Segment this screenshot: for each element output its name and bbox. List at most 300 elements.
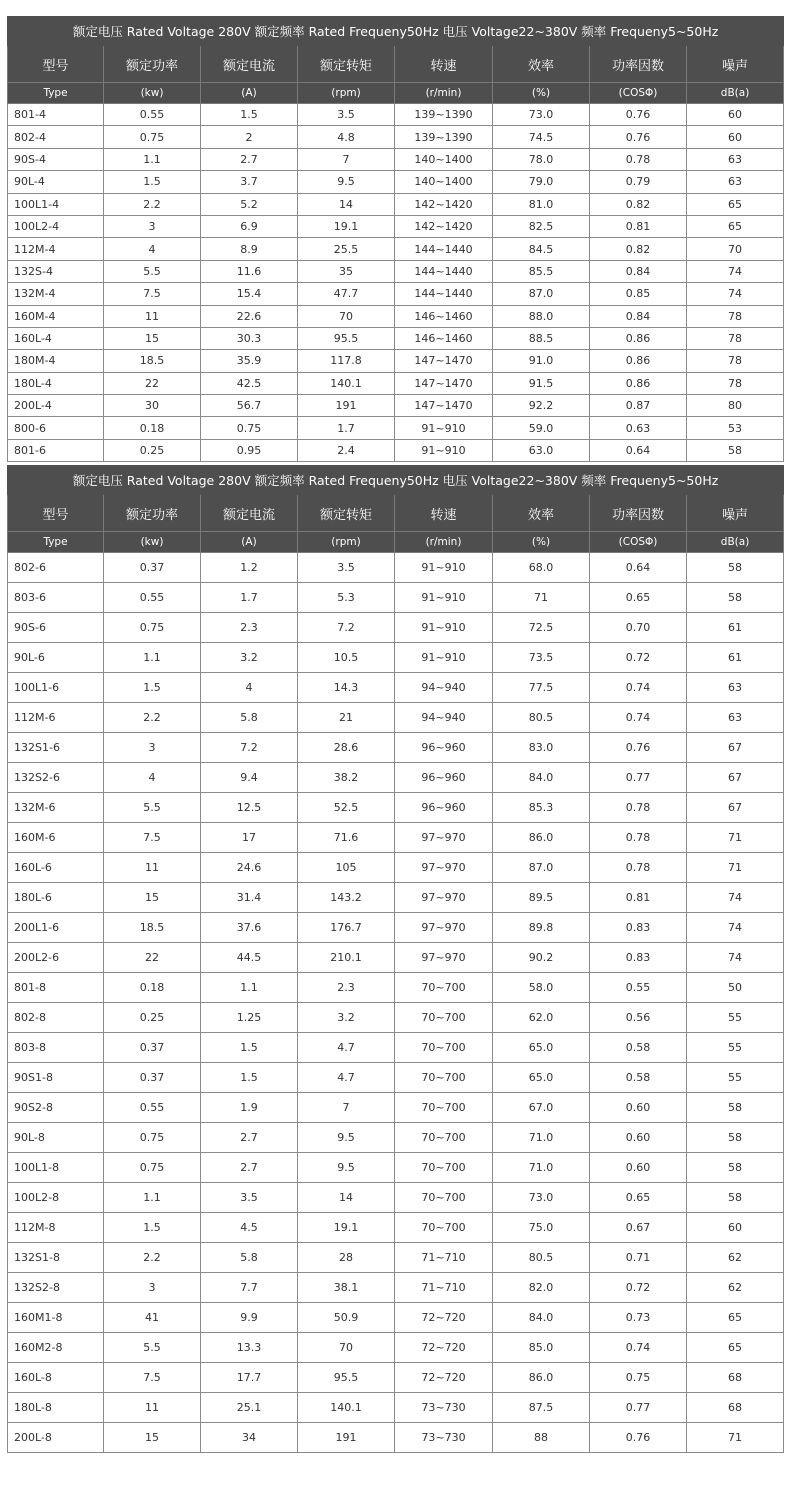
value-cell: 74 [687, 913, 784, 943]
column-header-en: (rpm) [298, 83, 395, 104]
model-cell: 160L-8 [8, 1363, 104, 1393]
value-cell: 77.5 [493, 673, 590, 703]
column-header-cn: 功率因数 [590, 46, 687, 83]
value-cell: 140~1400 [395, 148, 493, 170]
value-cell: 0.56 [590, 1003, 687, 1033]
value-cell: 78 [687, 305, 784, 327]
value-cell: 80 [687, 395, 784, 417]
value-cell: 0.72 [590, 1273, 687, 1303]
table-row [8, 1093, 784, 1123]
value-cell: 2.7 [201, 1153, 298, 1183]
value-cell: 105 [298, 853, 395, 883]
value-cell: 88.0 [493, 305, 590, 327]
table-row [8, 1423, 784, 1453]
value-cell: 38.1 [298, 1273, 395, 1303]
column-header-cn: 额定电流 [201, 495, 298, 532]
value-cell: 19.1 [298, 1213, 395, 1243]
table-body [8, 104, 784, 462]
value-cell: 1.1 [104, 148, 201, 170]
column-header-cn: 转速 [395, 495, 493, 532]
value-cell: 3.5 [201, 1183, 298, 1213]
value-cell: 84.0 [493, 1303, 590, 1333]
value-cell: 3.2 [298, 1003, 395, 1033]
value-cell: 3 [104, 215, 201, 237]
value-cell: 62.0 [493, 1003, 590, 1033]
table-row [8, 883, 784, 913]
value-cell: 0.37 [104, 1063, 201, 1093]
value-cell: 147~1470 [395, 395, 493, 417]
value-cell: 73.0 [493, 1183, 590, 1213]
value-cell: 58 [687, 1123, 784, 1153]
column-header-en: (A) [201, 532, 298, 553]
model-cell: 802-6 [8, 553, 104, 583]
value-cell: 0.55 [104, 1093, 201, 1123]
value-cell: 0.81 [590, 883, 687, 913]
value-cell: 0.75 [590, 1363, 687, 1393]
table-row [8, 171, 784, 193]
value-cell: 0.78 [590, 853, 687, 883]
column-header-cn: 额定功率 [104, 46, 201, 83]
value-cell: 0.64 [590, 553, 687, 583]
table-row [8, 1213, 784, 1243]
value-cell: 0.78 [590, 823, 687, 853]
value-cell: 18.5 [104, 913, 201, 943]
value-cell: 0.85 [590, 283, 687, 305]
model-cell: 90S2-8 [8, 1093, 104, 1123]
column-header-en: Type [8, 83, 104, 104]
model-cell: 180L-4 [8, 372, 104, 394]
value-cell: 28 [298, 1243, 395, 1273]
column-header-en: dB(a) [687, 83, 784, 104]
value-cell: 72~720 [395, 1333, 493, 1363]
table-row [8, 417, 784, 439]
column-header-cn: 额定功率 [104, 495, 201, 532]
value-cell: 3.7 [201, 171, 298, 193]
value-cell: 74 [687, 260, 784, 282]
value-cell: 67 [687, 793, 784, 823]
value-cell: 70 [298, 305, 395, 327]
table-row [8, 395, 784, 417]
value-cell: 61 [687, 643, 784, 673]
value-cell: 0.84 [590, 305, 687, 327]
column-header-en: (kw) [104, 83, 201, 104]
value-cell: 7.2 [298, 613, 395, 643]
value-cell: 52.5 [298, 793, 395, 823]
value-cell: 1.7 [298, 417, 395, 439]
model-cell: 112M-6 [8, 703, 104, 733]
table-row [8, 350, 784, 372]
value-cell: 80.5 [493, 1243, 590, 1273]
value-cell: 97~970 [395, 943, 493, 973]
value-cell: 19.1 [298, 215, 395, 237]
value-cell: 0.67 [590, 1213, 687, 1243]
value-cell: 3.5 [298, 104, 395, 126]
value-cell: 34 [201, 1423, 298, 1453]
table-row [8, 823, 784, 853]
value-cell: 9.4 [201, 763, 298, 793]
value-cell: 140.1 [298, 372, 395, 394]
value-cell: 0.77 [590, 763, 687, 793]
value-cell: 0.18 [104, 417, 201, 439]
value-cell: 55 [687, 1003, 784, 1033]
model-cell: 160L-4 [8, 327, 104, 349]
value-cell: 0.60 [590, 1123, 687, 1153]
value-cell: 6.9 [201, 215, 298, 237]
model-cell: 132M-4 [8, 283, 104, 305]
value-cell: 4.7 [298, 1033, 395, 1063]
table-row [8, 283, 784, 305]
value-cell: 7.5 [104, 283, 201, 305]
value-cell: 0.60 [590, 1093, 687, 1123]
value-cell: 0.84 [590, 260, 687, 282]
table-row [8, 973, 784, 1003]
value-cell: 144~1440 [395, 283, 493, 305]
value-cell: 85.3 [493, 793, 590, 823]
value-cell: 58 [687, 1153, 784, 1183]
value-cell: 0.76 [590, 1423, 687, 1453]
value-cell: 72~720 [395, 1363, 493, 1393]
value-cell: 9.5 [298, 1123, 395, 1153]
value-cell: 58 [687, 553, 784, 583]
value-cell: 5.5 [104, 1333, 201, 1363]
value-cell: 14.3 [298, 673, 395, 703]
value-cell: 60 [687, 1213, 784, 1243]
model-cell: 100L1-8 [8, 1153, 104, 1183]
value-cell: 73~730 [395, 1393, 493, 1423]
value-cell: 9.5 [298, 171, 395, 193]
value-cell: 63 [687, 673, 784, 703]
value-cell: 147~1470 [395, 350, 493, 372]
model-cell: 132S2-8 [8, 1273, 104, 1303]
column-header-en: (r/min) [395, 532, 493, 553]
value-cell: 3.5 [298, 553, 395, 583]
table-row [8, 260, 784, 282]
column-header-cn: 额定电流 [201, 46, 298, 83]
value-cell: 1.9 [201, 1093, 298, 1123]
value-cell: 11 [104, 305, 201, 327]
model-cell: 160M-4 [8, 305, 104, 327]
column-header-cn: 转速 [395, 46, 493, 83]
value-cell: 15 [104, 327, 201, 349]
table-row [8, 238, 784, 260]
value-cell: 81.0 [493, 193, 590, 215]
model-cell: 802-8 [8, 1003, 104, 1033]
value-cell: 0.75 [201, 417, 298, 439]
table-row [8, 327, 784, 349]
value-cell: 82.5 [493, 215, 590, 237]
value-cell: 70~700 [395, 1003, 493, 1033]
value-cell: 56.7 [201, 395, 298, 417]
value-cell: 0.77 [590, 1393, 687, 1423]
model-cell: 801-6 [8, 439, 104, 461]
value-cell: 71.6 [298, 823, 395, 853]
value-cell: 17 [201, 823, 298, 853]
value-cell: 0.25 [104, 439, 201, 461]
model-cell: 100L1-6 [8, 673, 104, 703]
model-cell: 160M1-8 [8, 1303, 104, 1333]
table-body [8, 553, 784, 1453]
value-cell: 70 [298, 1333, 395, 1363]
value-cell: 0.95 [201, 439, 298, 461]
value-cell: 70~700 [395, 1153, 493, 1183]
value-cell: 61 [687, 613, 784, 643]
value-cell: 97~970 [395, 883, 493, 913]
value-cell: 47.7 [298, 283, 395, 305]
model-cell: 200L1-6 [8, 913, 104, 943]
value-cell: 0.58 [590, 1033, 687, 1063]
model-cell: 180M-4 [8, 350, 104, 372]
value-cell: 0.18 [104, 973, 201, 1003]
model-cell: 132S1-6 [8, 733, 104, 763]
column-header-cn: 效率 [493, 46, 590, 83]
value-cell: 176.7 [298, 913, 395, 943]
value-cell: 55 [687, 1033, 784, 1063]
table-row [8, 1063, 784, 1093]
column-header-cn: 效率 [493, 495, 590, 532]
value-cell: 2 [201, 126, 298, 148]
value-cell: 87.0 [493, 283, 590, 305]
model-cell: 90S-4 [8, 148, 104, 170]
model-cell: 90L-4 [8, 171, 104, 193]
value-cell: 58 [687, 583, 784, 613]
value-cell: 70 [687, 238, 784, 260]
value-cell: 0.75 [104, 1153, 201, 1183]
value-cell: 12.5 [201, 793, 298, 823]
value-cell: 1.7 [201, 583, 298, 613]
value-cell: 70~700 [395, 1123, 493, 1153]
value-cell: 97~970 [395, 853, 493, 883]
value-cell: 22 [104, 943, 201, 973]
value-cell: 210.1 [298, 943, 395, 973]
value-cell: 96~960 [395, 763, 493, 793]
value-cell: 55 [687, 1063, 784, 1093]
value-cell: 89.5 [493, 883, 590, 913]
value-cell: 38.2 [298, 763, 395, 793]
value-cell: 7.5 [104, 1363, 201, 1393]
value-cell: 65 [687, 1303, 784, 1333]
value-cell: 5.5 [104, 793, 201, 823]
value-cell: 2.2 [104, 703, 201, 733]
value-cell: 3 [104, 1273, 201, 1303]
table-row [8, 703, 784, 733]
model-cell: 800-6 [8, 417, 104, 439]
value-cell: 94~940 [395, 703, 493, 733]
value-cell: 44.5 [201, 943, 298, 973]
value-cell: 78 [687, 372, 784, 394]
value-cell: 0.83 [590, 913, 687, 943]
value-cell: 7.2 [201, 733, 298, 763]
value-cell: 80.5 [493, 703, 590, 733]
value-cell: 75.0 [493, 1213, 590, 1243]
value-cell: 95.5 [298, 1363, 395, 1393]
value-cell: 142~1420 [395, 193, 493, 215]
value-cell: 35.9 [201, 350, 298, 372]
column-header-cn: 型号 [8, 495, 104, 532]
table-row [8, 193, 784, 215]
table-row [8, 733, 784, 763]
value-cell: 89.8 [493, 913, 590, 943]
value-cell: 59.0 [493, 417, 590, 439]
value-cell: 1.1 [104, 643, 201, 673]
header-row-en [8, 532, 784, 553]
table-row [8, 305, 784, 327]
value-cell: 0.63 [590, 417, 687, 439]
value-cell: 71 [687, 853, 784, 883]
value-cell: 71.0 [493, 1123, 590, 1153]
value-cell: 0.37 [104, 553, 201, 583]
value-cell: 2.3 [201, 613, 298, 643]
value-cell: 0.74 [590, 673, 687, 703]
column-header-en: (rpm) [298, 532, 395, 553]
value-cell: 35 [298, 260, 395, 282]
value-cell: 0.65 [590, 1183, 687, 1213]
table-row [8, 1273, 784, 1303]
table-row [8, 1123, 784, 1153]
value-cell: 0.78 [590, 148, 687, 170]
value-cell: 74 [687, 943, 784, 973]
value-cell: 147~1470 [395, 372, 493, 394]
value-cell: 30.3 [201, 327, 298, 349]
value-cell: 2.7 [201, 1123, 298, 1153]
value-cell: 73.0 [493, 104, 590, 126]
value-cell: 0.87 [590, 395, 687, 417]
value-cell: 25.5 [298, 238, 395, 260]
value-cell: 70~700 [395, 973, 493, 1003]
column-header-en: (COSΦ) [590, 532, 687, 553]
spec-table-1 [7, 16, 784, 462]
value-cell: 9.9 [201, 1303, 298, 1333]
column-header-en: (%) [493, 83, 590, 104]
header-row-en [8, 83, 784, 104]
table-row [8, 793, 784, 823]
value-cell: 1.5 [201, 1063, 298, 1093]
value-cell: 140~1400 [395, 171, 493, 193]
value-cell: 87.0 [493, 853, 590, 883]
value-cell: 65 [687, 215, 784, 237]
value-cell: 63 [687, 171, 784, 193]
value-cell: 0.55 [590, 973, 687, 1003]
value-cell: 94~940 [395, 673, 493, 703]
model-cell: 90S-6 [8, 613, 104, 643]
model-cell: 160M2-8 [8, 1333, 104, 1363]
model-cell: 100L1-4 [8, 193, 104, 215]
table-row [8, 1033, 784, 1063]
value-cell: 139~1390 [395, 104, 493, 126]
value-cell: 71 [687, 823, 784, 853]
value-cell: 4.7 [298, 1063, 395, 1093]
value-cell: 0.75 [104, 126, 201, 148]
value-cell: 0.73 [590, 1303, 687, 1333]
value-cell: 65 [687, 1333, 784, 1363]
table-row [8, 673, 784, 703]
model-cell: 160L-6 [8, 853, 104, 883]
value-cell: 5.5 [104, 260, 201, 282]
value-cell: 2.4 [298, 439, 395, 461]
model-cell: 200L-8 [8, 1423, 104, 1453]
value-cell: 2.2 [104, 193, 201, 215]
value-cell: 95.5 [298, 327, 395, 349]
value-cell: 91~910 [395, 643, 493, 673]
table-row [8, 439, 784, 461]
table-row [8, 1333, 784, 1363]
value-cell: 0.55 [104, 104, 201, 126]
value-cell: 86.0 [493, 823, 590, 853]
value-cell: 0.25 [104, 1003, 201, 1033]
value-cell: 67 [687, 763, 784, 793]
value-cell: 74.5 [493, 126, 590, 148]
value-cell: 7.7 [201, 1273, 298, 1303]
value-cell: 11.6 [201, 260, 298, 282]
table-row [8, 1183, 784, 1213]
value-cell: 0.86 [590, 372, 687, 394]
value-cell: 88.5 [493, 327, 590, 349]
value-cell: 0.74 [590, 1333, 687, 1363]
value-cell: 0.65 [590, 583, 687, 613]
table-row [8, 1153, 784, 1183]
value-cell: 79.0 [493, 171, 590, 193]
value-cell: 7.5 [104, 823, 201, 853]
rating-banner: 额定电压 Rated Voltage 280V 额定频率 Rated Frequeny50Hz 电压 Voltage22~380V 频率 Frequeny5~50Hz [8, 17, 784, 46]
value-cell: 78.0 [493, 148, 590, 170]
value-cell: 58 [687, 439, 784, 461]
column-header-cn: 功率因数 [590, 495, 687, 532]
value-cell: 60 [687, 126, 784, 148]
value-cell: 15.4 [201, 283, 298, 305]
column-header-en: (kw) [104, 532, 201, 553]
value-cell: 70~700 [395, 1063, 493, 1093]
value-cell: 4.8 [298, 126, 395, 148]
value-cell: 0.82 [590, 193, 687, 215]
value-cell: 4 [104, 238, 201, 260]
value-cell: 191 [298, 395, 395, 417]
value-cell: 71.0 [493, 1153, 590, 1183]
value-cell: 68 [687, 1393, 784, 1423]
value-cell: 65.0 [493, 1063, 590, 1093]
value-cell: 7 [298, 1093, 395, 1123]
column-header-cn: 噪声 [687, 46, 784, 83]
value-cell: 0.82 [590, 238, 687, 260]
column-header-en: (r/min) [395, 83, 493, 104]
value-cell: 9.5 [298, 1153, 395, 1183]
model-cell: 100L2-4 [8, 215, 104, 237]
value-cell: 0.74 [590, 703, 687, 733]
table-row [8, 763, 784, 793]
table-row [8, 148, 784, 170]
value-cell: 70~700 [395, 1213, 493, 1243]
column-header-en: Type [8, 532, 104, 553]
value-cell: 4.5 [201, 1213, 298, 1243]
value-cell: 24.6 [201, 853, 298, 883]
value-cell: 0.75 [104, 613, 201, 643]
value-cell: 1.2 [201, 553, 298, 583]
value-cell: 84.0 [493, 763, 590, 793]
value-cell: 14 [298, 193, 395, 215]
value-cell: 72.5 [493, 613, 590, 643]
value-cell: 91.0 [493, 350, 590, 372]
value-cell: 0.58 [590, 1063, 687, 1093]
value-cell: 53 [687, 417, 784, 439]
value-cell: 97~970 [395, 913, 493, 943]
header-row-cn [8, 46, 784, 83]
value-cell: 0.55 [104, 583, 201, 613]
model-cell: 180L-6 [8, 883, 104, 913]
column-header-cn: 型号 [8, 46, 104, 83]
value-cell: 0.75 [104, 1123, 201, 1153]
value-cell: 70~700 [395, 1183, 493, 1213]
header-row-cn [8, 495, 784, 532]
value-cell: 74 [687, 283, 784, 305]
value-cell: 139~1390 [395, 126, 493, 148]
